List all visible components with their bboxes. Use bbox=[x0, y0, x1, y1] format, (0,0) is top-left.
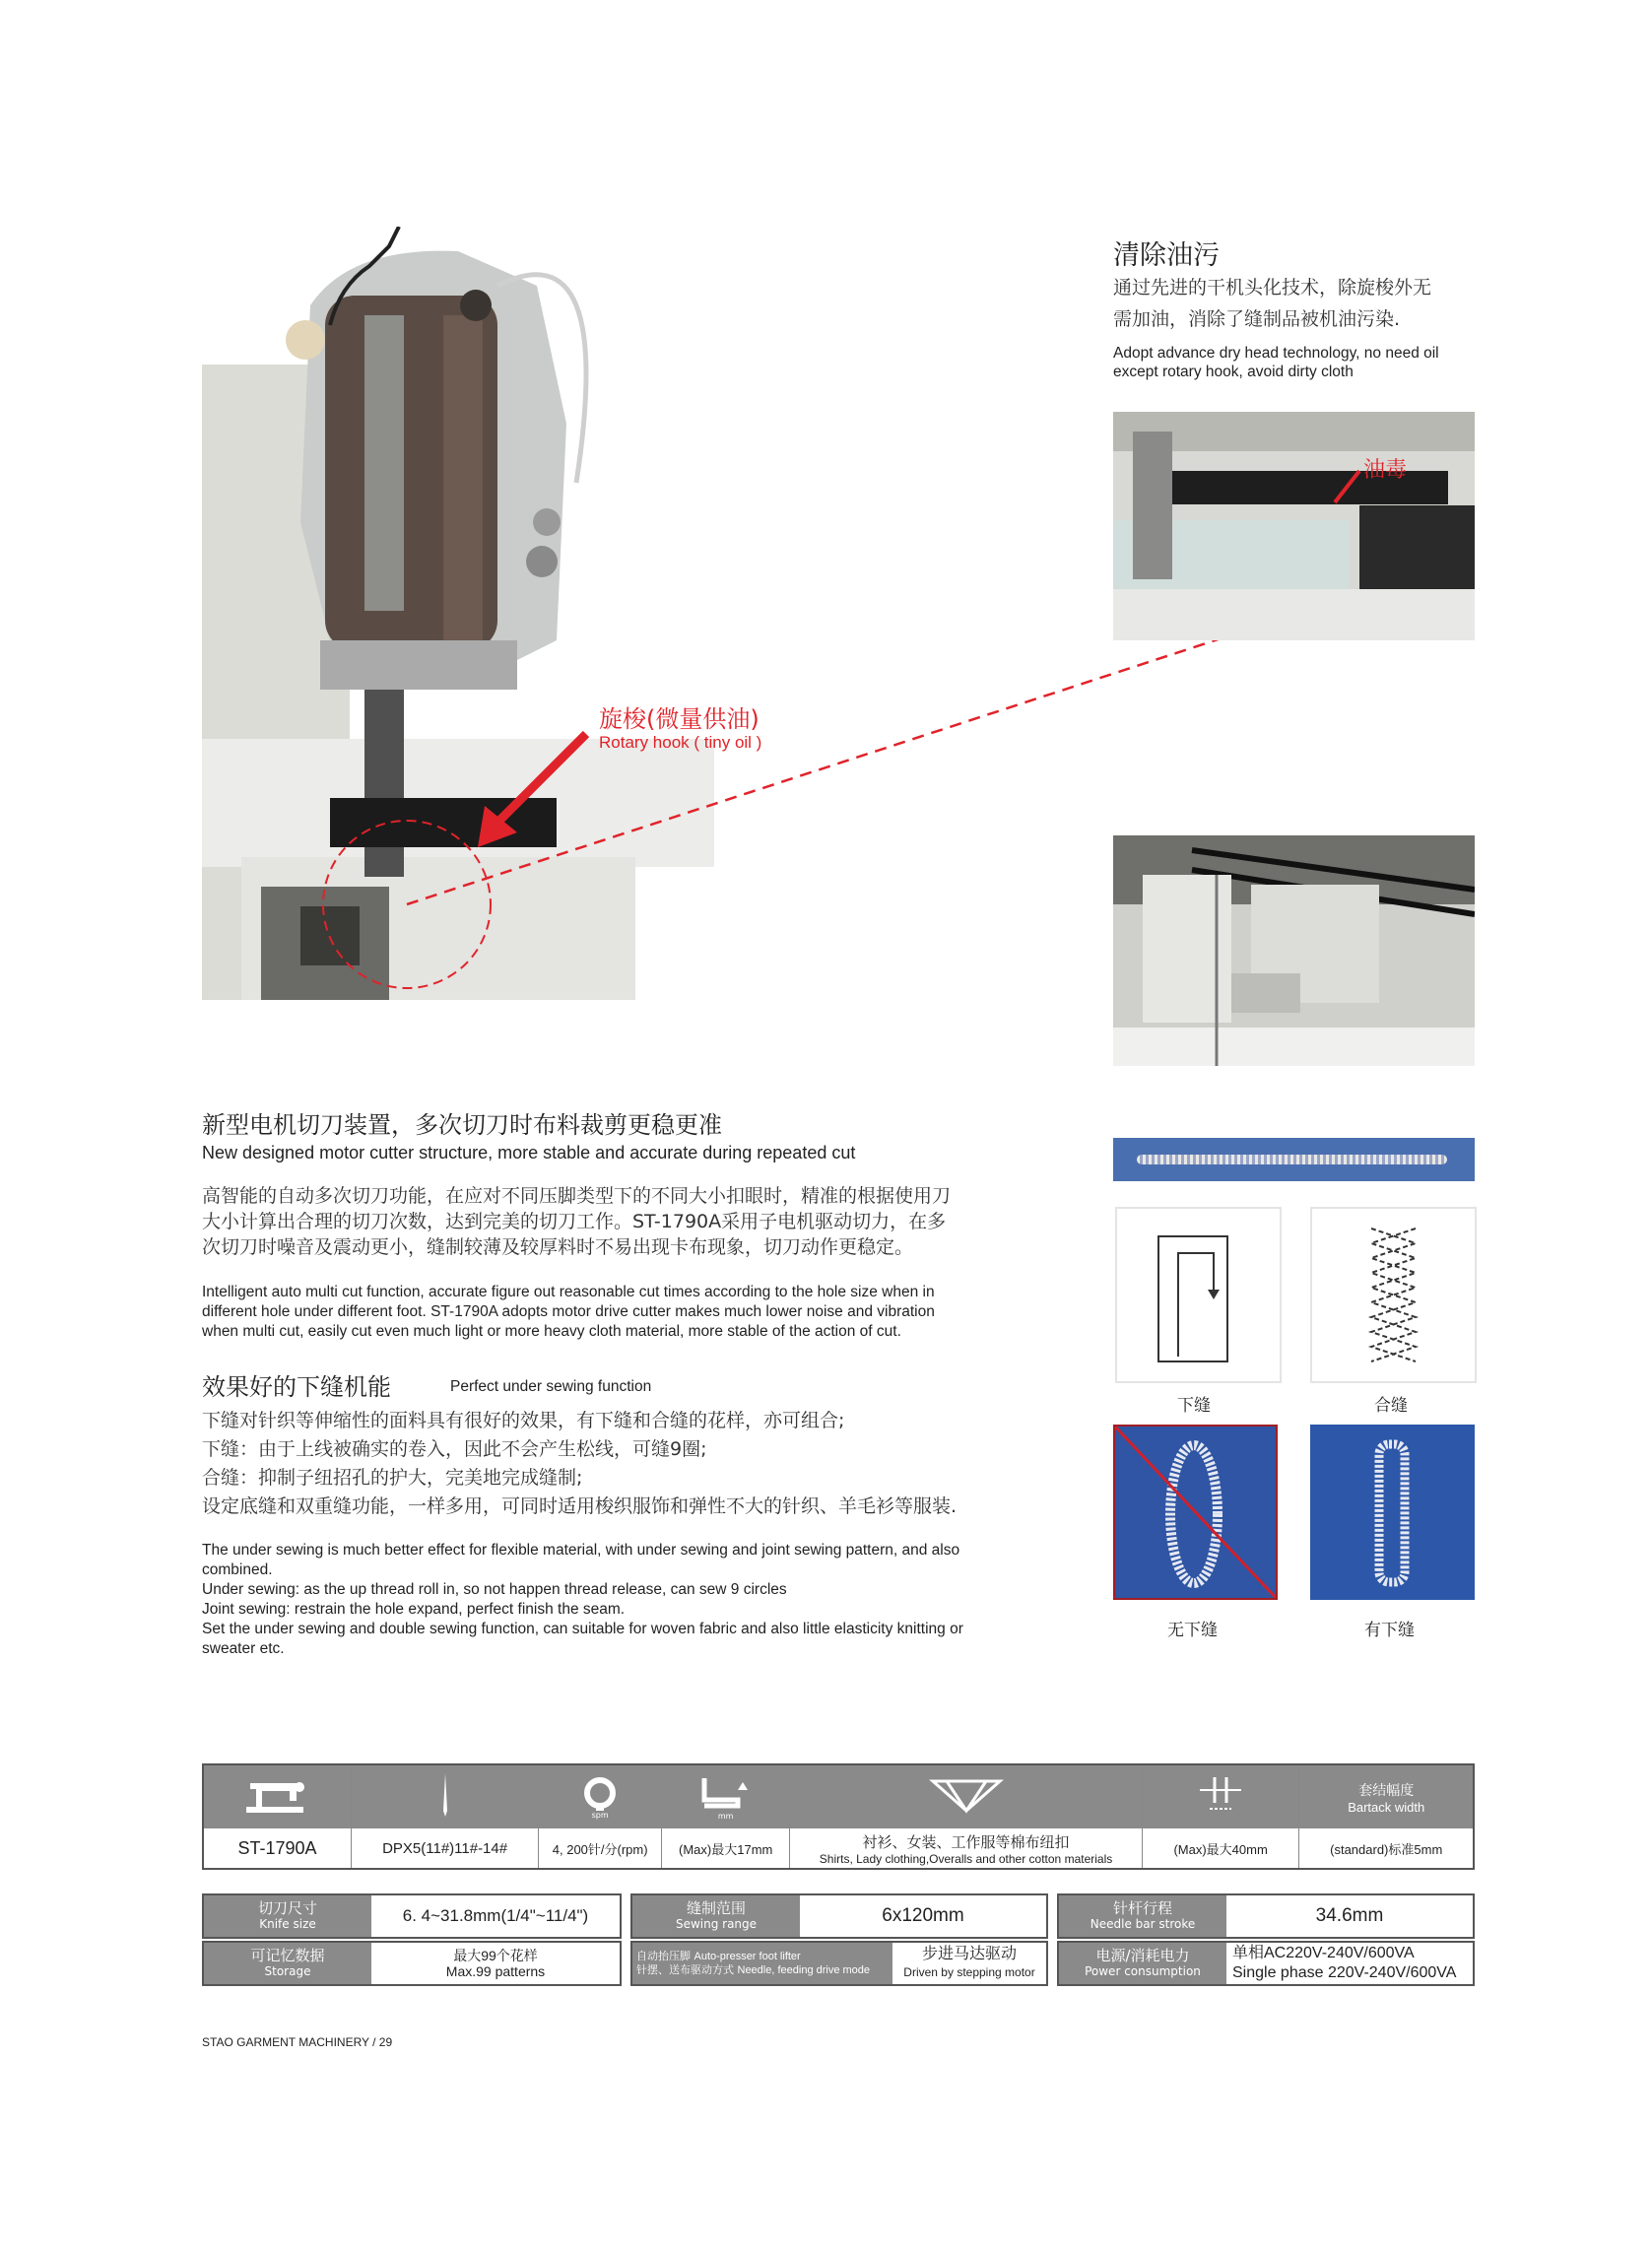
param-drive-mode bbox=[630, 1941, 1048, 1986]
cutter-body-en-1: Intelligent auto multi cut function, accurate figure out reasonable cut times according to the hole size when in bbox=[202, 1284, 935, 1300]
sewing-range-label-cn: 缝制范围 bbox=[686, 1899, 746, 1917]
storage-label-cn: 可记忆数据 bbox=[250, 1947, 325, 1964]
under-line-cn-4: 设定底缝和双重缝功能，一样多用，可同时适用梭织服饰和弹性不大的针织、羊毛衫等服装. bbox=[202, 1495, 958, 1517]
param-sewing-range bbox=[630, 1893, 1048, 1939]
rotary-hook-label-cn: 旋梭(微量供油) bbox=[599, 705, 760, 733]
under-line-cn-3: 合缝：抑制子纽招孔的护大，完美地完成缝制; bbox=[202, 1467, 583, 1489]
drive-value-en: Driven by stepping motor bbox=[903, 1965, 1035, 1979]
cut-length-icon bbox=[1142, 1764, 1299, 1828]
storage-value-en: Max.99 patterns bbox=[445, 1963, 546, 1979]
garment-icon bbox=[790, 1764, 1143, 1828]
oil-desc-cn-1: 通过先进的干机头化技术，除旋梭外无 bbox=[1113, 277, 1432, 299]
needle-bar-label-en: Needle bar stroke bbox=[1090, 1917, 1196, 1931]
param-knife bbox=[202, 1893, 622, 1939]
needle-bar-label-cn: 针杆行程 bbox=[1112, 1899, 1172, 1917]
oil-desc-en-1: Adopt advance dry head technology, no need oil bbox=[1113, 345, 1439, 362]
spec-table bbox=[202, 1763, 1475, 1870]
under-title-cn: 效果好的下缝机能 bbox=[202, 1373, 391, 1401]
spec-usage bbox=[790, 1828, 1143, 1869]
oil-belt-label: 油毒 bbox=[1363, 458, 1408, 483]
cutter-body-cn-2: 大小计算出合理的切刀次数，达到完美的切刀工作。ST-1790A采用子电机驱动切力，在多 bbox=[202, 1211, 947, 1232]
without-under-sew-photo bbox=[1113, 1425, 1278, 1600]
speed-icon bbox=[539, 1764, 662, 1828]
knife-label-cn: 切刀尺寸 bbox=[257, 1899, 317, 1917]
lift-unit: mm bbox=[717, 1811, 734, 1821]
param-needle-bar bbox=[1057, 1893, 1475, 1939]
bartack-label-en: Bartack width bbox=[1348, 1799, 1425, 1815]
with-under-sew-photo bbox=[1310, 1425, 1475, 1600]
sewing-range-value: 6x120mm bbox=[800, 1895, 1046, 1937]
oil-desc-cn-2: 需加油，消除了缝制品被机油污染. bbox=[1113, 308, 1401, 330]
oil-desc-en-2: except rotary hook, avoid dirty cloth bbox=[1113, 364, 1354, 380]
needle-bar-value: 34.6mm bbox=[1226, 1895, 1473, 1937]
under-line-en-1: The under sewing is much better effect for flexible material, with under sewing and joint sewing pattern, and also bbox=[202, 1542, 960, 1559]
storage-label-en: Storage bbox=[264, 1964, 311, 1978]
joint-sew-diagram bbox=[1310, 1207, 1477, 1383]
rotary-hook-label-en: Rotary hook ( tiny oil ) bbox=[599, 733, 762, 752]
under-line-cn-2: 下缝：由于上线被确实的卷入，因此不会产生松线，可缝9圈; bbox=[202, 1438, 707, 1460]
cutter-title-en: New designed motor cutter structure, more stable and accurate during repeated cut bbox=[202, 1143, 856, 1162]
under-line-en-2: combined. bbox=[202, 1561, 273, 1578]
bartack-label-cn: 套结幅度 bbox=[1358, 1782, 1415, 1799]
power-value-cn: 单相AC220V-240V/600VA bbox=[1232, 1945, 1415, 1961]
param-power bbox=[1057, 1941, 1475, 1986]
power-value-en: Single phase 220V-240V/600VA bbox=[1232, 1964, 1457, 1981]
spec-lift: (Max)最大17mm bbox=[662, 1828, 790, 1869]
caption-with: 有下缝 bbox=[1364, 1621, 1415, 1640]
drive-value-cn: 步进马达驱动 bbox=[921, 1946, 1017, 1962]
needle-icon bbox=[351, 1764, 538, 1828]
cutter-body-en-2: different hole under different foot. ST-1790A adopts motor drive cutter makes much lower noise and vibration bbox=[202, 1303, 935, 1320]
sewing-range-label-en: Sewing range bbox=[675, 1917, 758, 1931]
drive-label-en: Needle, feeding drive mode bbox=[737, 1964, 871, 1976]
spec-usage-en: Shirts, Lady clothing,Overalls and other cotton materials bbox=[819, 1851, 1113, 1866]
spec-cut-length: (Max)最大40mm bbox=[1142, 1828, 1299, 1869]
param-storage bbox=[202, 1941, 622, 1986]
under-line-en-6: sweater etc. bbox=[202, 1640, 285, 1657]
auto-label-en: Auto-presser foot lifter bbox=[694, 1951, 801, 1962]
spec-model: ST-1790A bbox=[203, 1828, 351, 1869]
drive-label-cn: 针摆、送布驱动方式 bbox=[636, 1963, 734, 1976]
speed-unit: spm bbox=[591, 1810, 609, 1820]
cutter-title-cn: 新型电机切刀装置，多次切刀时布料裁剪更稳更准 bbox=[202, 1111, 722, 1139]
presser-lift-icon bbox=[662, 1764, 790, 1828]
power-label-cn: 电源/消耗电力 bbox=[1095, 1947, 1190, 1964]
under-line-en-3: Under sewing: as the up thread roll in, so not happen thread release, can sew 9 circles bbox=[202, 1581, 787, 1598]
cutter-body-en-3: when multi cut, easily cut even much light or more heavy cloth material, more stable of the action of cut. bbox=[202, 1323, 901, 1340]
under-line-en-5: Set the under sewing and double sewing function, can suitable for woven fabric and also little elasticity knitting or bbox=[202, 1621, 963, 1637]
spec-speed: 4, 200针/分(rpm) bbox=[539, 1828, 662, 1869]
buttonhole-strip bbox=[1113, 1138, 1475, 1181]
caption-joint: 合缝 bbox=[1374, 1396, 1408, 1416]
knife-value: 6. 4~31.8mm(1/4"~11/4") bbox=[371, 1895, 620, 1937]
caption-without: 无下缝 bbox=[1167, 1621, 1218, 1640]
under-title-en: Perfect under sewing function bbox=[450, 1378, 652, 1395]
page-footer: STAO GARMENT MACHINERY / 29 bbox=[202, 2035, 393, 2049]
power-label-en: Power consumption bbox=[1085, 1964, 1201, 1978]
cutter-body-cn-3: 次切刀时噪音及震动更小，缝制较薄及较厚料时不易出现卡布现象，切刀动作更稳定。 bbox=[202, 1236, 914, 1258]
cutter-body-cn-1: 高智能的自动多次切刀功能，在应对不同压脚类型下的不同大小扣眼时，精准的根据使用刀 bbox=[202, 1185, 952, 1207]
caption-under: 下缝 bbox=[1177, 1396, 1211, 1416]
under-line-en-4: Joint sewing: restrain the hole expand, perfect finish the seam. bbox=[202, 1601, 626, 1618]
spec-needle: DPX5(11#)11#-14# bbox=[351, 1828, 538, 1869]
knife-label-en: Knife size bbox=[259, 1917, 316, 1931]
spec-usage-cn: 衬衫、女装、工作服等棉布纽扣 bbox=[862, 1833, 1070, 1851]
auto-label-cn: 自动抬压脚 bbox=[636, 1950, 691, 1962]
oil-title: 清除油污 bbox=[1113, 240, 1220, 271]
under-sew-diagram bbox=[1115, 1207, 1282, 1383]
storage-value-cn: 最大99个花样 bbox=[453, 1948, 538, 1963]
under-line-cn-1: 下缝对针织等伸缩性的面料具有很好的效果，有下缝和合缝的花样，亦可组合; bbox=[202, 1410, 845, 1431]
spec-bartack: (standard)标准5mm bbox=[1299, 1828, 1474, 1869]
dry-head-photo bbox=[1113, 412, 1475, 640]
sewing-machine-icon bbox=[203, 1764, 351, 1828]
cutter-photo bbox=[1113, 835, 1475, 1066]
